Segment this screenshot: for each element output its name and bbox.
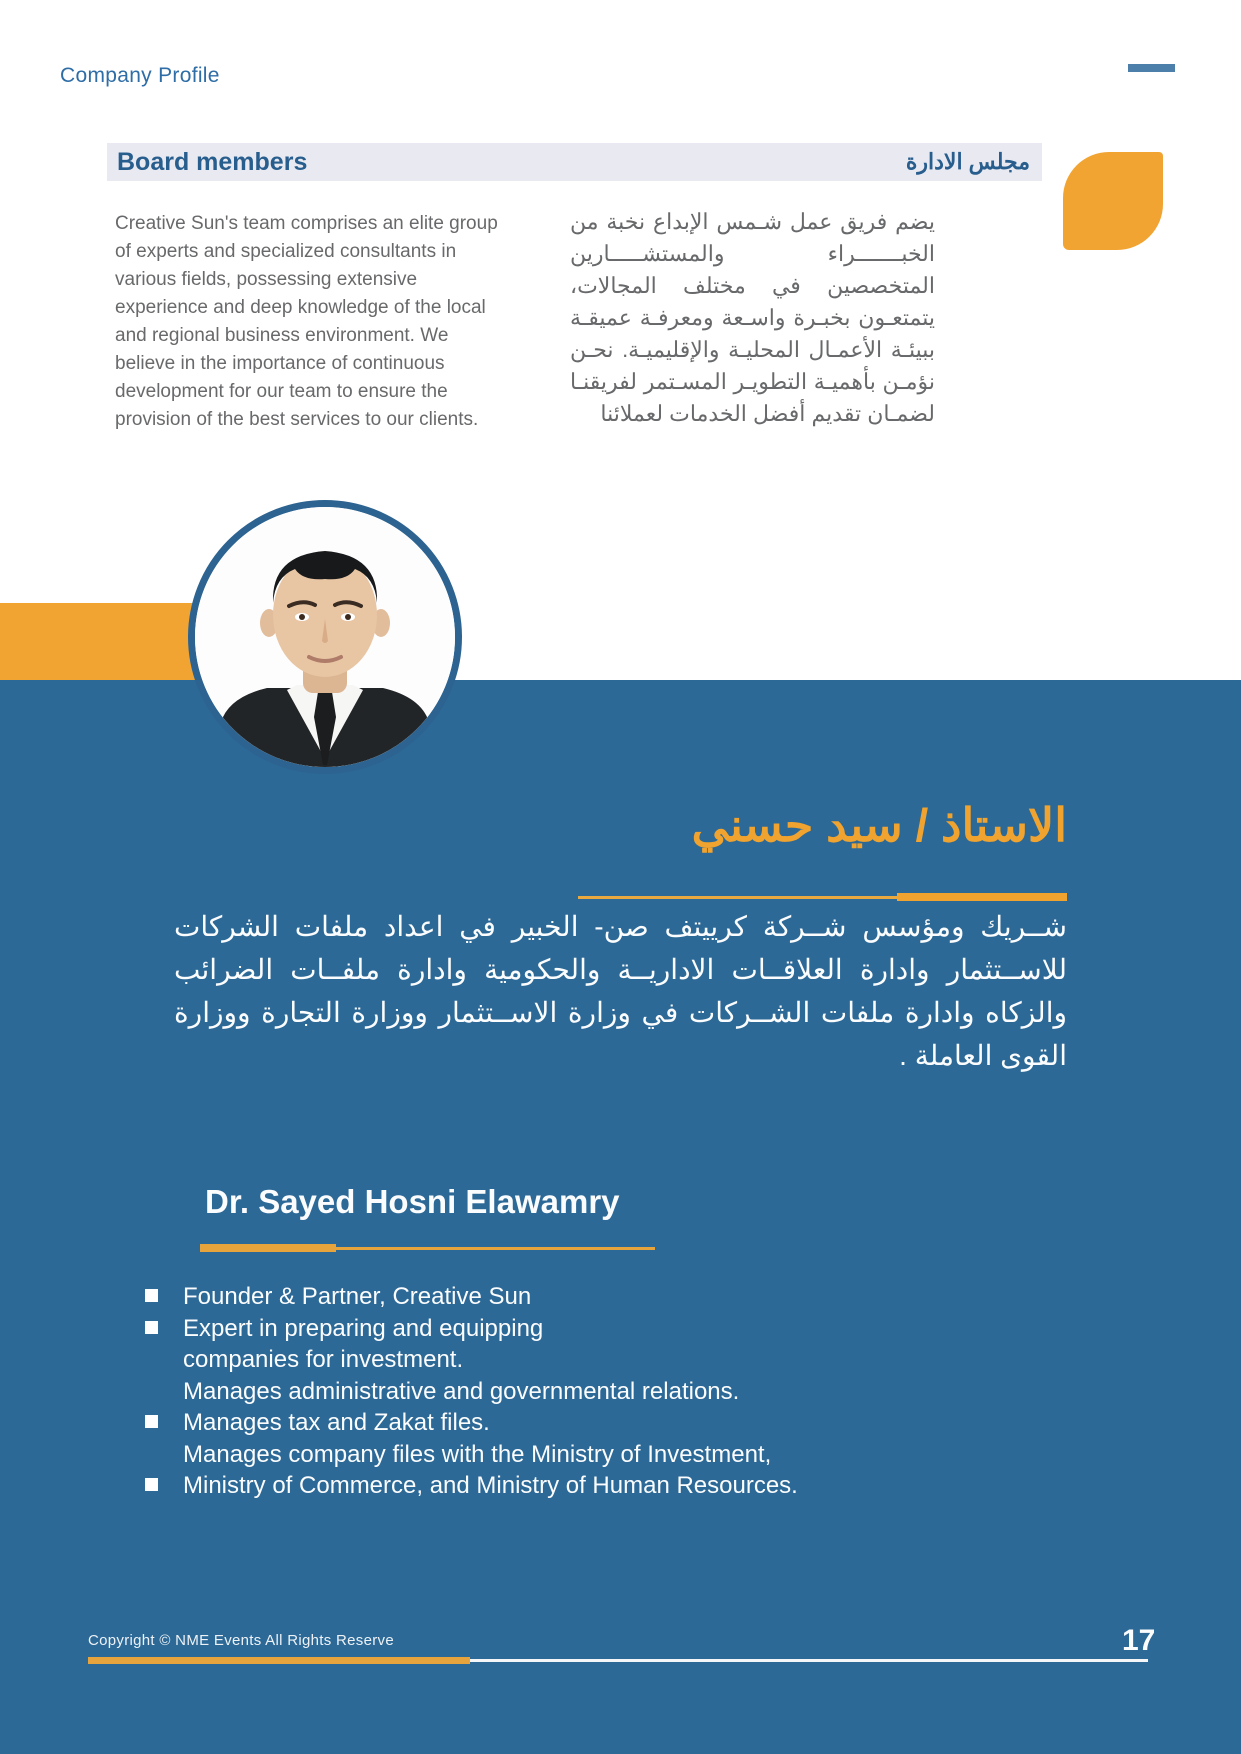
list-item-text: Expert in preparing and equipping [183, 1314, 544, 1342]
member-name-arabic: الاستاذ / سيد حسني [691, 799, 1067, 851]
english-name-underline-thick [200, 1244, 336, 1252]
member-credentials-list [145, 1283, 965, 1504]
list-item [145, 1378, 965, 1410]
list-item [145, 1409, 965, 1441]
square-bullet-icon [145, 1321, 158, 1334]
list-item-text: companies for investment. [183, 1346, 464, 1373]
list-item-text: Manages company files with the Ministry of Investment, [183, 1440, 772, 1468]
portrait-illustration [195, 507, 455, 767]
footer-rule-orange [88, 1657, 470, 1664]
square-bullet-icon [145, 1289, 158, 1302]
top-right-dash-decoration [1128, 64, 1175, 72]
list-item-text: Ministry of Commerce, and Ministry of Human Resources. [183, 1472, 798, 1499]
section-title-english: Board members [117, 147, 308, 176]
arabic-name-underline-thick [897, 893, 1067, 901]
intro-paragraph-english: Creative Sun's team comprises an elite group of experts and specialized consultants in various fields, possessing extensive experience and deep knowledge of the local and regional business environment. We believe in the importance of continuous development for our team to ensure the provision of the best services to our clients. [115, 213, 498, 430]
intro-paragraph-arabic: يضم فريق عمل شـمس الإبداع نخبة من الخبـــــــراء والمستشـــــارين المتخصصين في مختلف المجالات، يتمتعـون بخبـرة واسـعة ومعرفـة عميقـة ببيئـة الأعمـال المحليـة والإقليميـة. نحـن نؤمـن بأهميـة التطويـر المسـتمر لفريقنـا لضمـان تقديم أفضل الخدمات لعملائنا [570, 209, 935, 426]
orange-leaf-decoration [1063, 152, 1163, 250]
list-item [145, 1472, 965, 1504]
member-name-english: Dr. Sayed Hosni Elawamry [205, 1183, 620, 1220]
orange-band-decoration [0, 603, 215, 680]
member-portrait-photo [188, 500, 462, 774]
footer-rule-white [470, 1659, 1148, 1662]
list-item-text: Manages tax and Zakat files. [183, 1409, 490, 1436]
list-item [145, 1346, 965, 1378]
list-item [145, 1283, 965, 1315]
page-number: 17 [1122, 1624, 1156, 1657]
list-item [145, 1441, 965, 1473]
list-item-text: Founder & Partner, Creative Sun [183, 1283, 532, 1310]
english-name-underline-thin [336, 1247, 655, 1250]
member-bio-arabic: شــريك ومؤسس شــركة كرييتف صن- الخبير في اعداد ملفات الشركات للاســتثمار وادارة العلاقــات الاداريــة والحكومية وادارة ملفــات الضرائب والزكاه وادارة ملفات الشــركات في وزارة الاســتثمار ووزارة التجارة ووزارة القوى العاملة . [174, 911, 1067, 1071]
page-corner-label: Company Profile [60, 64, 220, 87]
list-item [145, 1315, 965, 1347]
list-item-text: Manages administrative and governmental relations. [183, 1377, 740, 1405]
section-title-arabic: مجلس الادارة [905, 149, 1030, 174]
section-header-bar [107, 143, 1042, 181]
square-bullet-icon [145, 1415, 158, 1428]
square-bullet-icon [145, 1478, 158, 1491]
footer-copyright: Copyright © NME Events All Rights Reserve [88, 1632, 394, 1649]
